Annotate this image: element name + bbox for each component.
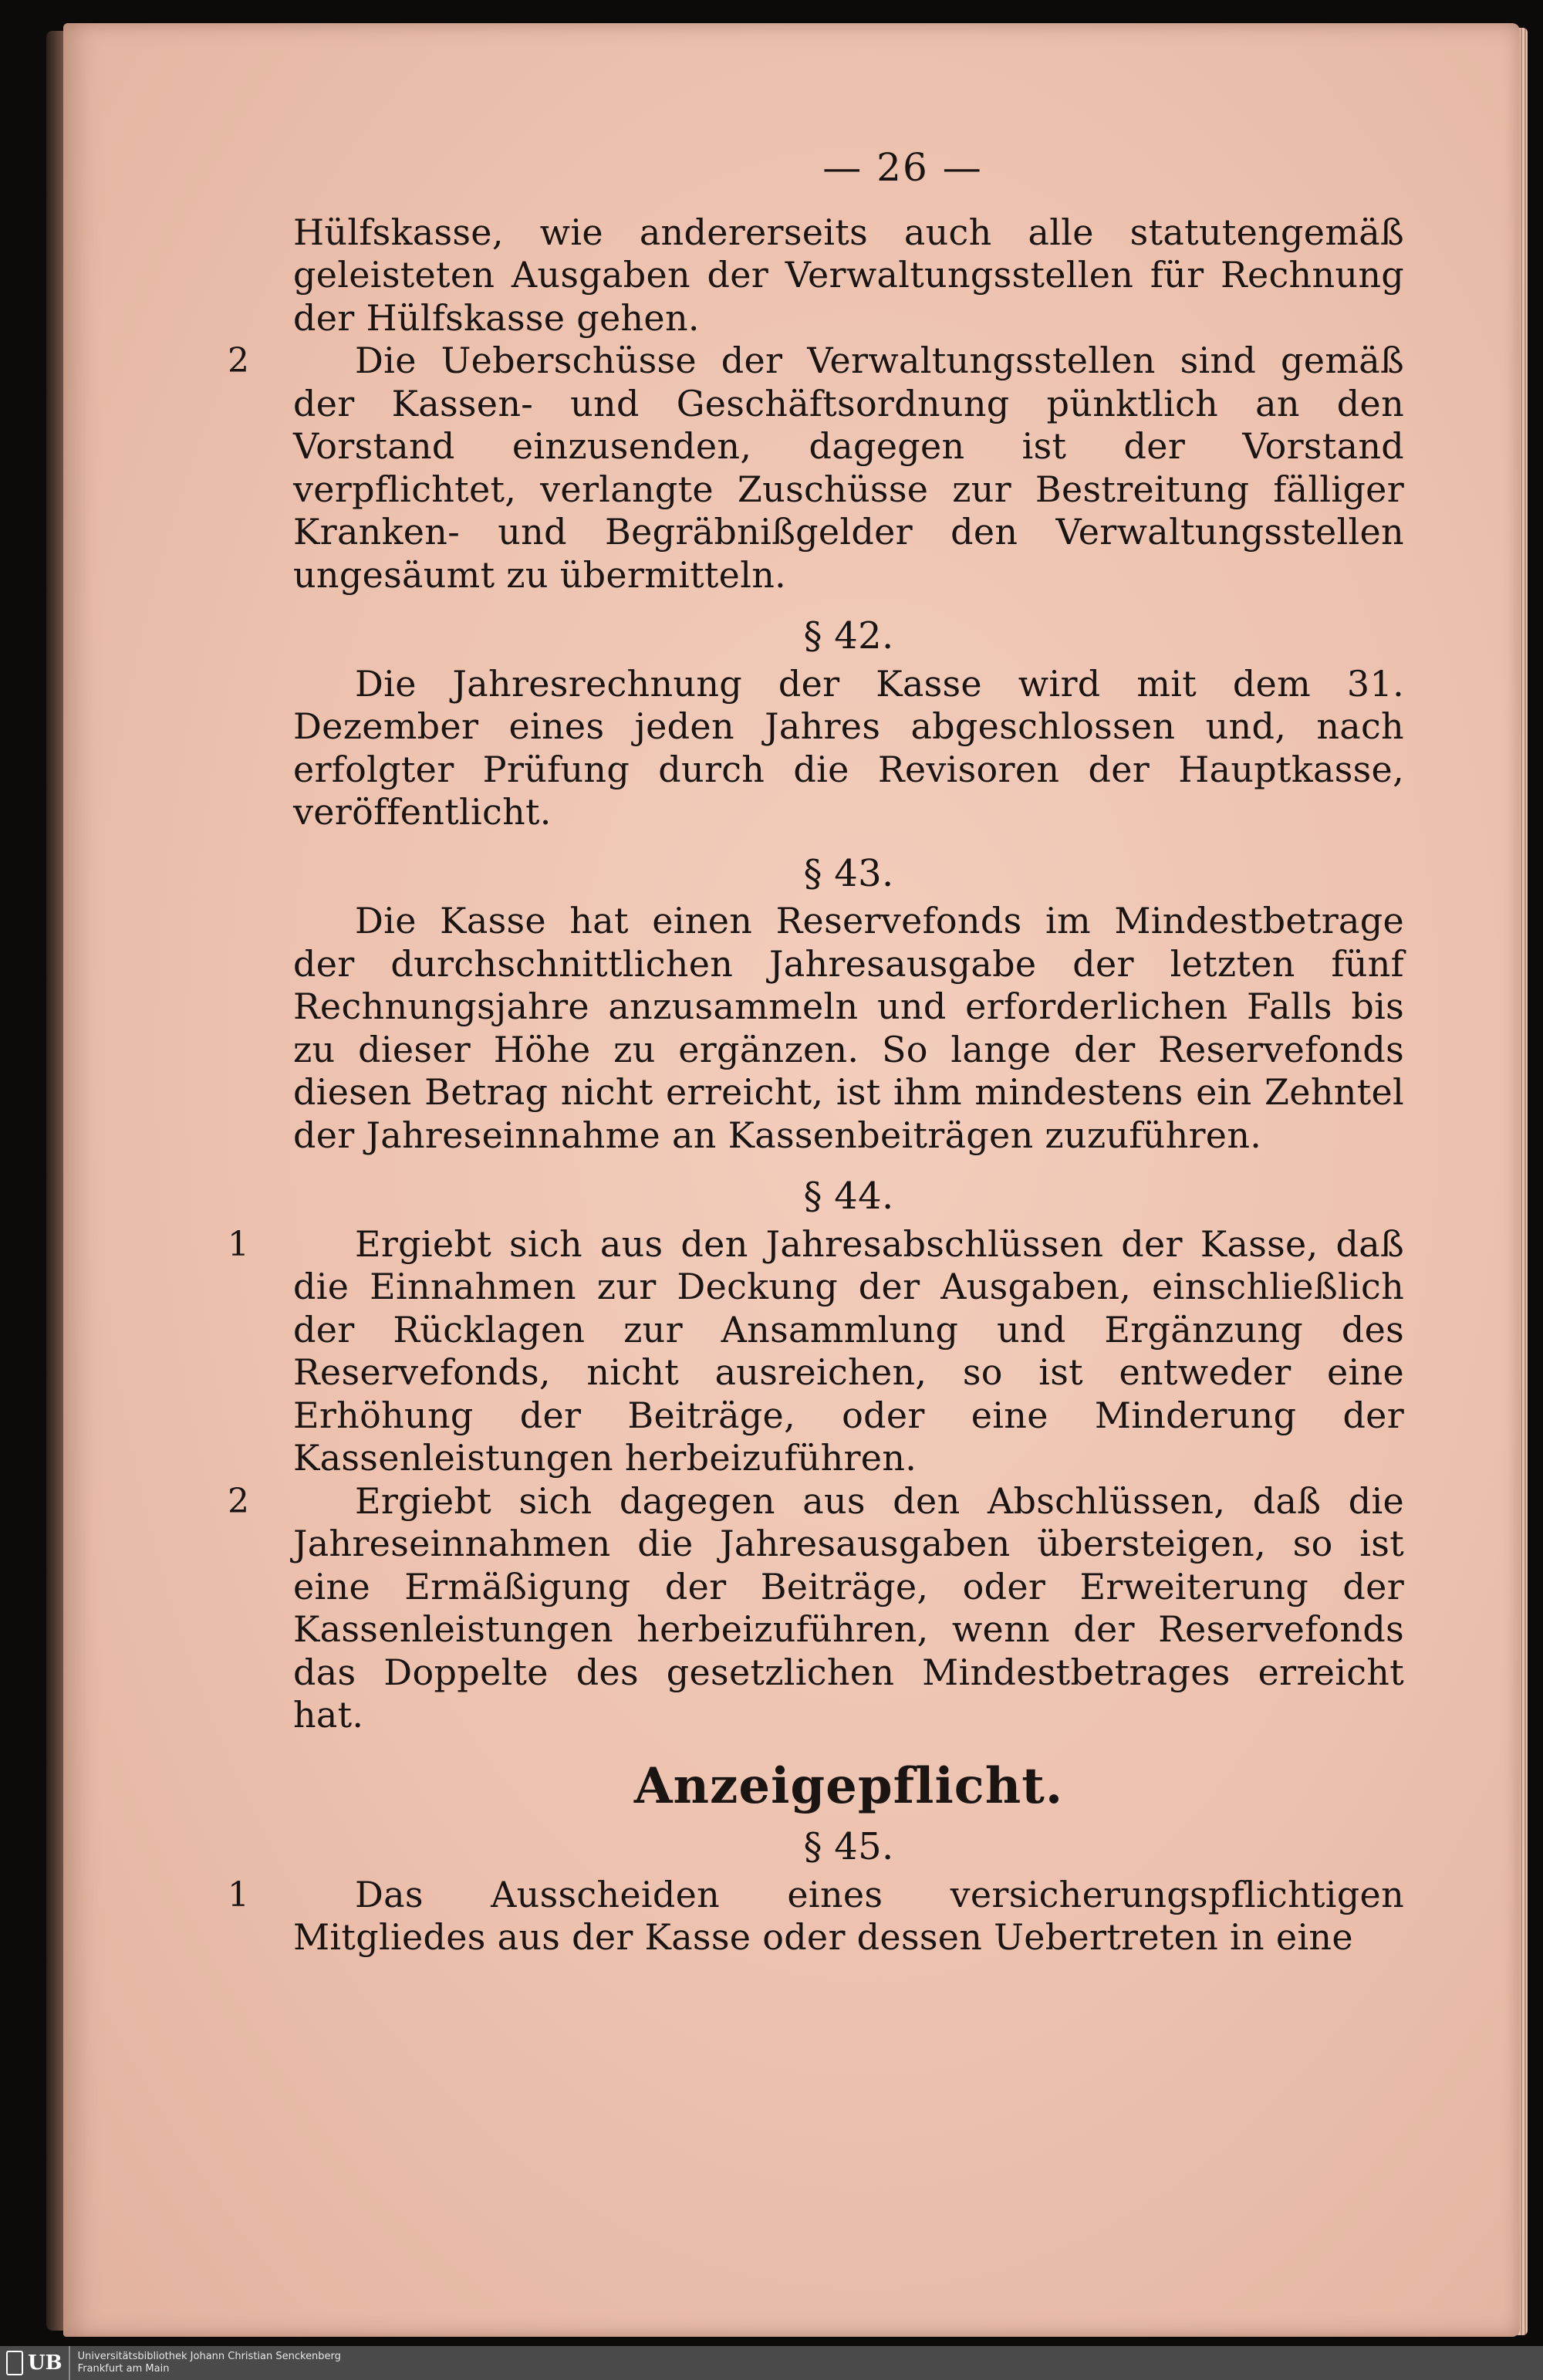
paragraph xyxy=(293,663,1404,834)
paragraph-text: Das Ausscheiden eines versicherungspflichtigen Mitgliedes aus der Kasse oder dessen Uebertreten in eine xyxy=(293,1873,1404,1958)
paragraph xyxy=(228,1873,1404,1959)
section-number: § 45. xyxy=(803,1825,894,1868)
paragraph xyxy=(228,340,1404,597)
margin-number: 2 xyxy=(228,341,250,380)
institution-name: Universitätsbibliothek Johann Christian Senckenberg xyxy=(77,2351,341,2362)
book-icon xyxy=(6,2351,23,2375)
paragraph xyxy=(228,1222,1404,1480)
margin-number: 2 xyxy=(228,1481,250,1521)
footer-bar xyxy=(0,2346,1543,2380)
paragraph xyxy=(228,1479,1404,1737)
page-text xyxy=(228,145,1404,1959)
paragraph xyxy=(293,900,1404,1157)
chapter-heading: Anzeigepflicht. xyxy=(633,1756,1064,1815)
section-number: § 42. xyxy=(803,614,894,658)
institution-city: Frankfurt am Main xyxy=(77,2363,170,2375)
paragraph xyxy=(293,211,1404,340)
section-number: § 43. xyxy=(803,851,894,895)
paragraph-text: Hülfskasse, wie andererseits auch alle statutengemäß geleisteten Ausgaben der Verwaltungsstellen für Rechnung der Hülfskasse gehen. xyxy=(293,211,1404,339)
text-blocks xyxy=(228,211,1404,1959)
paragraph-text: Die Kasse hat einen Reservefonds im Mindestbetrage der durchschnittlichen Jahresausgabe der letzten fünf Rechnungsjahre anzusammeln und erforderlichen Falls bis zu dieser Höhe zu ergänzen. So lange der Reservefonds diesen Betrag nicht erreicht, ist ihm mindestens ein Zehntel der Jahreseinnahme an Kassenbeiträgen zuzuführen. xyxy=(293,900,1404,1156)
paragraph-text: Ergiebt sich dagegen aus den Abschlüssen, daß die Jahreseinnahmen die Jahresausgaben übersteigen, so ist eine Ermäßigung der Beiträge, oder Erweiterung der Kassenleistungen herbeizuführen, wenn der Reservefonds das Doppelte des gesetzlichen Mindestbetrages erreicht hat. xyxy=(293,1479,1404,1736)
ub-logo-text: UB xyxy=(28,2351,62,2375)
footer-text xyxy=(78,2351,341,2375)
paragraph-text: Die Jahresrechnung der Kasse wird mit dem 31. Dezember eines jeden Jahres abgeschlossen und, nach erfolgter Prüfung durch die Revisoren der Hauptkasse, veröffentlicht. xyxy=(293,662,1404,833)
margin-number: 1 xyxy=(228,1224,250,1264)
margin-number: 1 xyxy=(228,1875,250,1915)
paragraph-text: Die Ueberschüsse der Verwaltungsstellen sind gemäß der Kassen- und Geschäftsordnung pünktlich an den Vorstand einzusenden, dagegen ist der Vorstand verpflichtet, verlangte Zuschüsse zur Bestreitung fälliger Kranken- und Begräbnißgelder den Verwaltungsstellen ungesäumt zu übermitteln. xyxy=(293,340,1404,596)
page-number: — 26 — xyxy=(822,145,983,190)
section-number: § 44. xyxy=(803,1175,894,1218)
ub-logo xyxy=(0,2346,70,2380)
paragraph-text: Ergiebt sich aus den Jahresabschlüssen der Kasse, daß die Einnahmen zur Deckung der Ausgaben, einschließlich der Rücklagen zur Ansammlung und Ergänzung des Reservefonds, nicht ausreichen, so ist entweder eine Erhöhung der Beiträge, oder eine Minderung der Kassenleistungen herbeizuführen. xyxy=(293,1222,1404,1479)
